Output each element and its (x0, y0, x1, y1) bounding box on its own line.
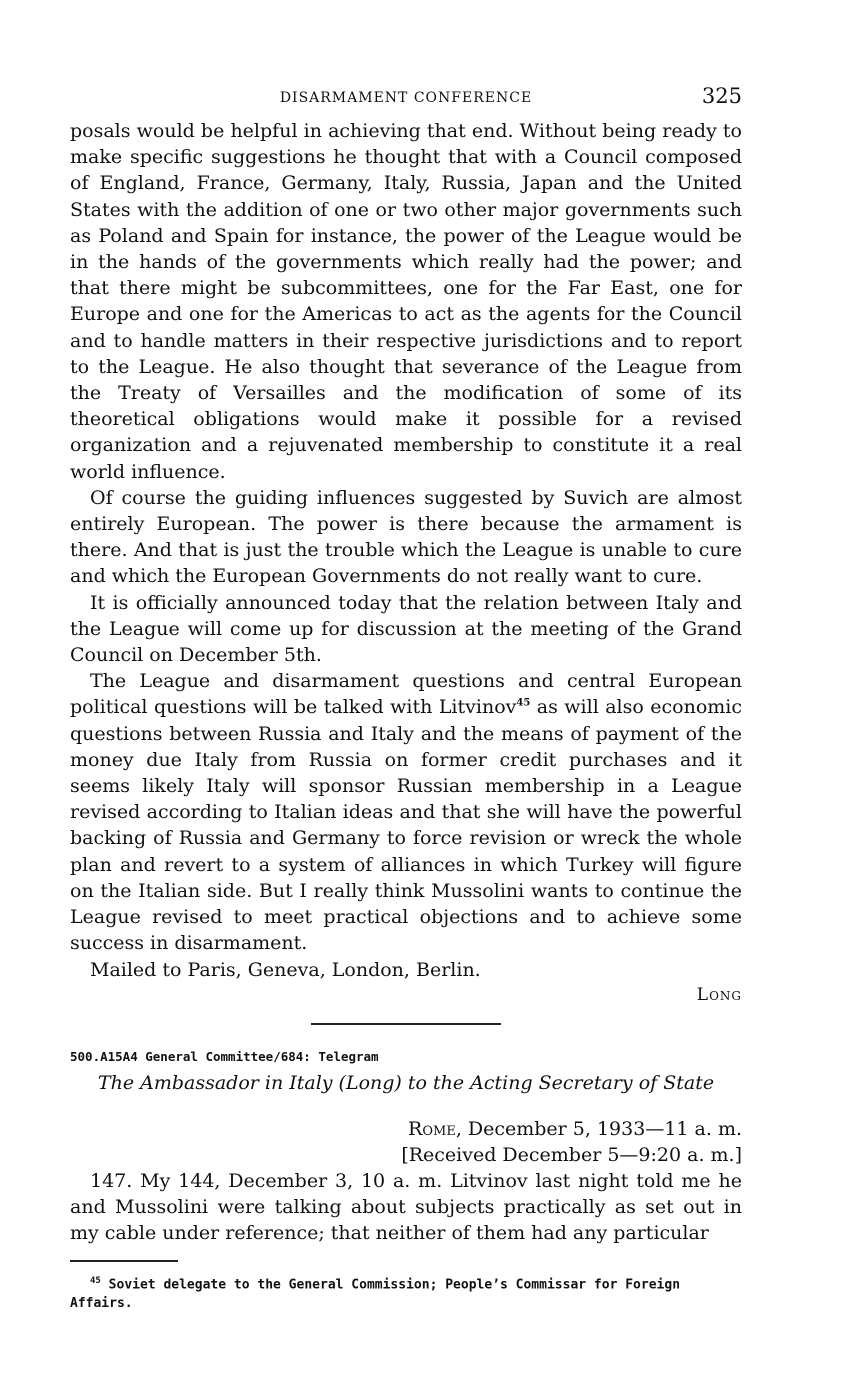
running-head (70, 84, 742, 118)
footnote-text: Soviet delegate to the General Commission; People’s Commissar for Foreign Affairs. (70, 1277, 681, 1311)
dateline-date: , December 5, 1933—11 a. m. (455, 1117, 742, 1140)
footnote-rule (70, 1260, 178, 1262)
page-number: 325 (701, 84, 742, 108)
telegram-text (70, 1168, 742, 1247)
paragraph-grand-council: It is officially announced today that the relation between Italy and the League will come up for discussion at the meeting of the Grand Council on December 5th. (70, 591, 742, 667)
footnote-reference: 45 (516, 698, 531, 710)
paragraph-litvinov (70, 668, 742, 956)
paragraph-mailed: Mailed to Paris, Geneva, London, Berlin. (90, 958, 481, 981)
running-title: DISARMAMENT CONFERENCE (279, 90, 533, 106)
file-reference: 500.A15A4 General Committee/684: Telegram (70, 1048, 379, 1064)
section-separator (311, 1023, 501, 1025)
paragraph-litvinov-start: The League and disarmament questions and central European political questions will be talked with Litvinov (70, 670, 742, 719)
paragraph-suvich: Of course the guiding influences suggested by Suvich are almost entirely European. The power is there because the armament is there. And that is just the trouble which the League is unable to cure and which the European Governments do not really want to cure. (70, 486, 742, 588)
document-page (70, 84, 742, 1313)
paragraph-telegram: 147. My 144, December 3, 10 a. m. Litvinov last night told me he and Mussolini were talking about subjects practically as set out in my cable under reference; that neither of them had any particular (70, 1169, 742, 1245)
received-line: [Received December 5—9:20 a. m.] (401, 1143, 742, 1166)
dateline-city: Rome (408, 1117, 456, 1140)
signature: Long (696, 984, 742, 1005)
body-text (70, 118, 742, 983)
dateline (70, 1116, 742, 1142)
footnote-marker: 45 (90, 1276, 101, 1287)
paragraph-litvinov-end: as will also economic questions between Russia and Italy and the means of payment of the money due Italy from Russia on former credit purchases and it seems likely Italy will sponsor Russian membership in a League revised according to Italian ideas and that she will have the powerful backing of Russia and Germany to force revision or wreck the whole plan and revert to a system of alliances in which Turkey will figure on the Italian side. But I really think Mussolini wants to continue the League revised to meet practical objections and to achieve some success in disarmament. (70, 696, 742, 955)
paragraph-continued: posals would be helpful in achieving that end. Without being ready to make specific suggestions he thought that with a Council composed of England, France, Germany, Italy, Russia, Japan and the United States with the addition of one or two other major governments such as Poland and Spain for instance, the power of the League would be in the hands of the governments which really had the power; and that there might be subcommittees, one for the Far East, one for Europe and one for the Americas to act as the agents for the Council and to handle matters in their respective jurisdictions and to report to the League. He also thought that severance of the League from the Treaty of Versailles and the modification of some of its theoretical obligations would make it possible for a revised organization and a rejuvenated membership to constitute it a real world influence. (70, 120, 742, 483)
document-heading: The Ambassador in Italy (Long) to the Acting Secretary of State (97, 1071, 715, 1094)
footnote (70, 1272, 742, 1312)
